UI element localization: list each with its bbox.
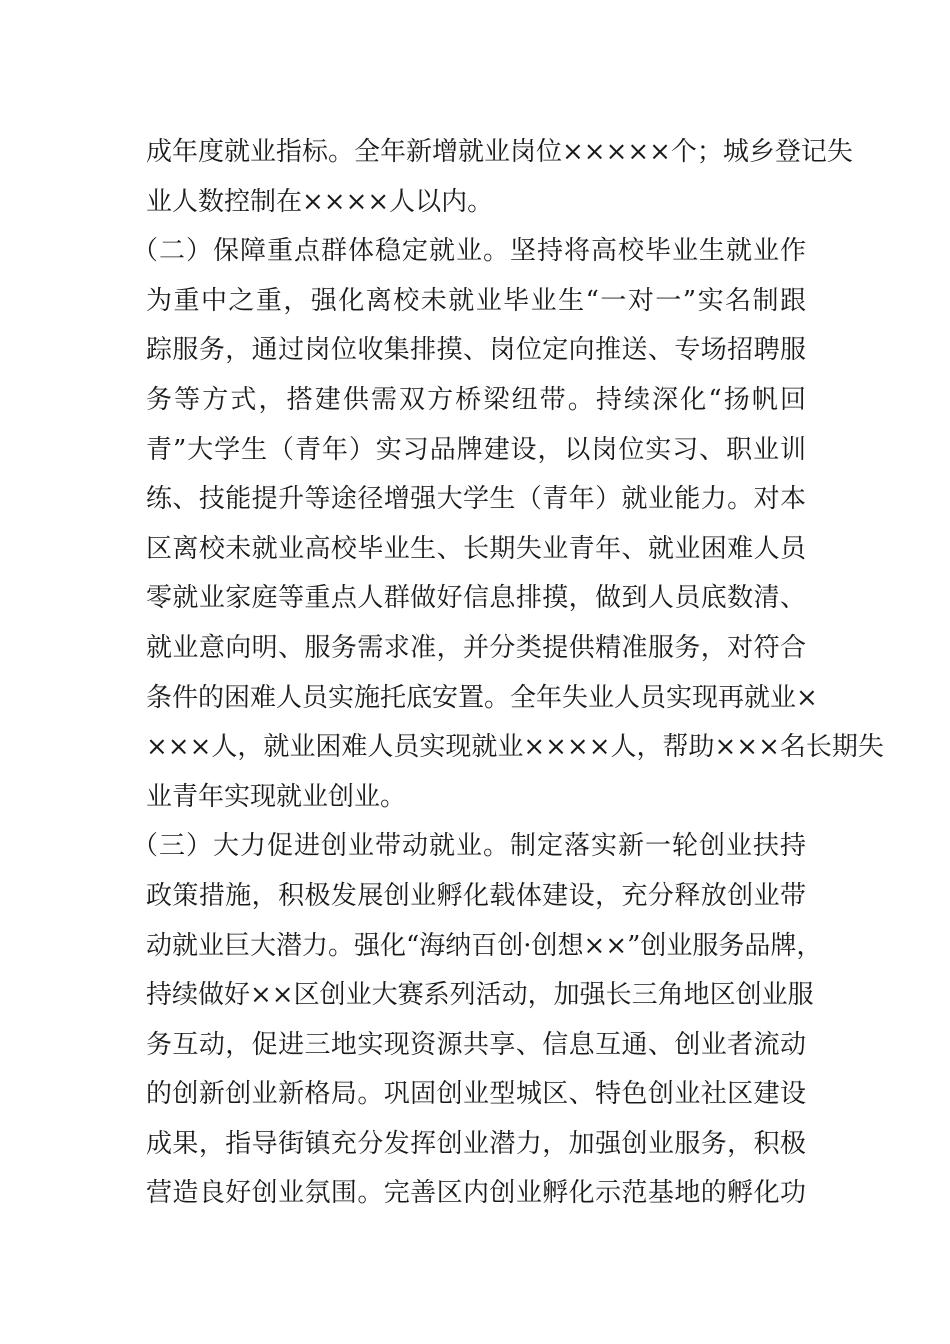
- text-line: 动就业巨大潜力。强化“海纳百创·创想××”创业服务品牌，: [146, 930, 823, 961]
- text-line: 练、技能提升等途径增强大学生（青年）就业能力。对本: [146, 484, 806, 515]
- text-line: 务等方式，搭建供需双方桥梁纽带。持续深化“扬帆回: [146, 384, 806, 415]
- text-line: 政策措施，积极发展创业孵化载体建设，充分释放创业带: [146, 880, 806, 911]
- text-line: 持续做好××区创业大赛系列活动，加强长三角地区创业服: [146, 980, 814, 1011]
- text-line: 业青年实现就业创业。: [146, 781, 407, 812]
- text-line: 就业意向明、服务需求准，并分类提供精准服务，对符合: [146, 632, 806, 663]
- text-line: 的创新创业新格局。巩固创业型城区、特色创业社区建设: [146, 1079, 806, 1110]
- section-heading-line: （三）大力促进创业带动就业。制定落实新一轮创业扶持: [132, 831, 806, 862]
- section-heading-line: （二）保障重点群体稳定就业。坚持将高校毕业生就业作: [132, 236, 806, 267]
- text-line: 成年度就业指标。全年新增就业岗位×××××个；城乡登记失: [146, 137, 853, 167]
- text-line: 条件的困难人员实施托底安置。全年失业人员实现再就业×: [146, 682, 818, 713]
- text-line: 零就业家庭等重点人群做好信息排摸，做到人员底数清、: [146, 583, 806, 614]
- text-line: 营造良好创业氛围。完善区内创业孵化示范基地的孵化功: [146, 1178, 806, 1209]
- text-line: 为重中之重，强化离校未就业毕业生“一对一”实名制跟: [146, 285, 806, 316]
- text-line: ×××人，就业困难人员实现就业××××人，帮助×××名长期失: [146, 732, 884, 763]
- text-line: 务互动，促进三地实现资源共享、信息互通、创业者流动: [146, 1029, 806, 1060]
- text-line: 青”大学生（青年）实习品牌建设，以岗位实习、职业训: [146, 434, 806, 465]
- document-body: [132, 128, 884, 1219]
- text-line: 踪服务，通过岗位收集排摸、岗位定向推送、专场招聘服: [146, 335, 806, 366]
- text-line: 业人数控制在××××人以内。: [146, 186, 494, 217]
- text-line: 成果，指导街镇充分发挥创业潜力，加强创业服务，积极: [146, 1128, 806, 1159]
- text-line: 区离校未就业高校毕业生、长期失业青年、就业困难人员: [146, 533, 806, 564]
